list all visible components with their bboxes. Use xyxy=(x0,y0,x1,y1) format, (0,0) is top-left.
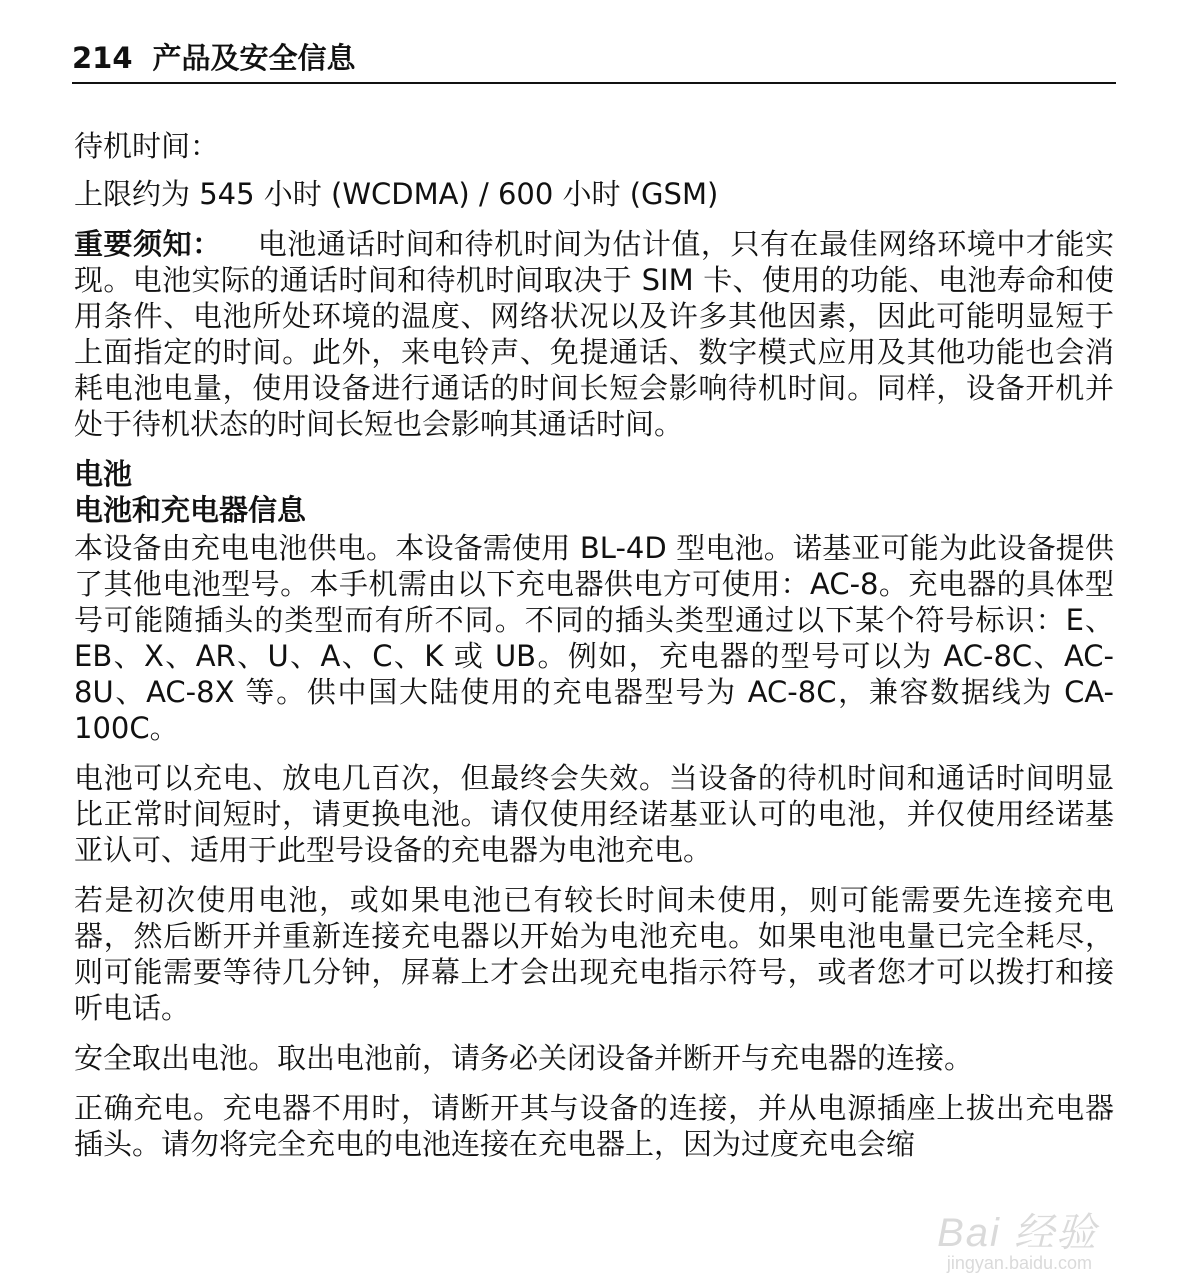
page-content xyxy=(74,128,1114,1176)
page-number: 214 xyxy=(72,41,133,75)
subsection-heading: 电池和充电器信息 xyxy=(74,493,307,527)
standby-label: 待机时间： xyxy=(74,129,220,163)
standby-value: 上限约为 545 小时 (WCDMA) / 600 小时 (GSM) xyxy=(74,177,719,211)
notice-label: 重要须知： xyxy=(74,227,222,261)
notice-text: 电池通话时间和待机时间为估计值，只有在最佳网络环境中才能实现。电池实际的通话时间和待机时间取决于 SIM 卡、使用的功能、电池寿命和使用条件、电池所处环境的温度、网络状况以及许多其他因素，因此可能明显短于上面指定的时间。此外，来电铃声、免提通话、数字模式应用及其他功能也会消耗电池电量，使用设备进行通话的时间长短会影响待机时间。同样，设备开机并处于待机状态的时间长短也会影响其通话时间。 xyxy=(74,227,1114,441)
paragraph-battery-life: 电池可以充电、放电几百次，但最终会失效。当设备的待机时间和通话时间明显比正常时间短时，请更换电池。请仅使用经诺基亚认可的电池，并仅使用经诺基亚认可、适用于此型号设备的充电器为电池充电。 xyxy=(74,761,1114,867)
important-notice xyxy=(74,226,1114,442)
paragraph-first-use: 若是初次使用电池，或如果电池已有较长时间未使用，则可能需要先连接充电器，然后断开并重新连接充电器以开始为电池充电。如果电池电量已完全耗尽，则可能需要等待几分钟，屏幕上才会出现充电指示符号，或者您才可以拨打和接听电话。 xyxy=(74,883,1114,1025)
watermark-logo: Bai 经验 xyxy=(937,1211,1098,1255)
header-title: 产品及安全信息 xyxy=(152,41,356,75)
paragraph-safe-removal: 安全取出电池。取出电池前，请务必关闭设备并断开与充电器的连接。 xyxy=(74,1041,974,1075)
paragraph-battery-models: 本设备由充电电池供电。本设备需使用 BL-4D 型电池。诺基亚可能为此设备提供了其他电池型号。本手机需由以下充电器供电方可使用：AC-8。充电器的具体型号可能随插头的类型而有所不同。不同的插头类型通过以下某个符号标识：E、EB、X、AR、U、A、C、K 或 UB。例如，充电器的型号可以为 AC-8C、AC-8U、AC-8X 等。供中国大陆使用的充电器型号为 AC-8C，兼容数据线为 CA-100C。 xyxy=(74,531,1114,745)
paragraph-proper-charging: 正确充电。充电器不用时，请断开其与设备的连接，并从电源插座上拔出充电器插头。请勿将完全充电的电池连接在充电器上，因为过度充电会缩 xyxy=(74,1091,1114,1161)
watermark-url: jingyan.baidu.com xyxy=(946,1253,1092,1273)
section-heading: 电池 xyxy=(74,457,133,491)
page-header xyxy=(72,40,1116,84)
